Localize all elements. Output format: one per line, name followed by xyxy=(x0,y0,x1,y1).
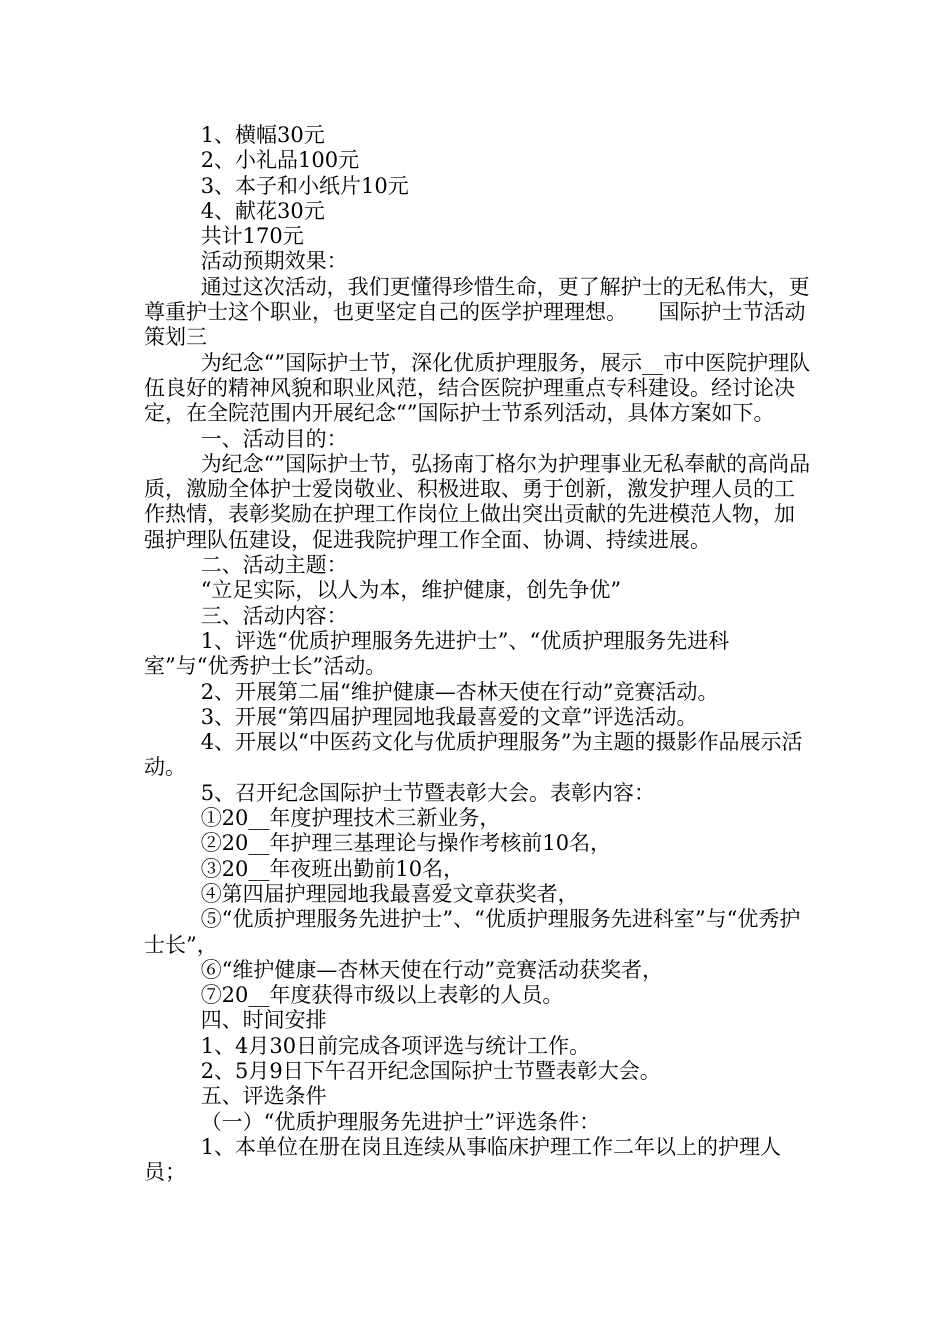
paragraph: 4、献花30元 xyxy=(200,198,325,223)
paragraph: 1、横幅30元 xyxy=(200,123,325,147)
paragraph: “立足实际，以人为本，维护健康，创先争优” xyxy=(200,578,622,603)
paragraph: 3、开展“第四届护理园地我最喜爱的文章”评选活动。 xyxy=(200,704,698,729)
paragraph: ②20__年护理三基理论与操作考核前10名， xyxy=(200,831,612,856)
paragraph: 共计170元 xyxy=(200,224,304,249)
paragraph: ③20__年夜班出勤前10名， xyxy=(200,856,465,881)
paragraph: 三、活动内容： xyxy=(200,603,348,628)
paragraph: 为纪念“”国际护士节，深化优质护理服务，展示__市中医院护理队伍良好的精神风貌和职业风范，结合医院护理重点专科建设。经讨论决定，在全院范围内开展纪念“”国际护士节系列活动，具体方案如下。 xyxy=(144,350,811,426)
paragraph: ⑦20__年度获得市级以上表彰的人员。 xyxy=(200,983,564,1008)
paragraph: 1、评选“优质护理服务先进护士”、“优质护理服务先进科室”与“优秀护士长”活动。 xyxy=(144,628,730,679)
paragraph: 3、本子和小纸片10元 xyxy=(200,173,409,198)
paragraph: ⑥“维护健康—杏林天使在行动”竞赛活动获奖者， xyxy=(200,957,664,982)
paragraph: ①20__年度护理技术三新业务， xyxy=(200,806,501,831)
paragraph: 为纪念“”国际护士节，弘扬南丁格尔为护理事业无私奉献的高尚品质，激励全体护士爱岗敬业、积极进取、勇于创新，激发护理人员的工作热情，表彰奖励在护理工作岗位上做出突出贡献的先进模范人物，加强护理队伍建设，促进我院护理工作全面、协调、持续进展。 xyxy=(144,451,811,552)
paragraph: 1、4月30日前完成各项评选与统计工作。 xyxy=(200,1033,591,1058)
paragraph: 五、评选条件 xyxy=(200,1084,327,1109)
paragraph: ④第四届护理园地我最喜爱文章获奖者， xyxy=(200,881,579,906)
paragraph: 通过这次活动，我们更懂得珍惜生命，更了解护士的无私伟大，更尊重护士这个职业，也更坚定自己的医学护理理想。 国际护士节活动策划三 xyxy=(144,274,810,350)
paragraph: 一、活动目的： xyxy=(200,426,348,451)
document-body xyxy=(144,123,812,1185)
paragraph: 1、本单位在册在岗且连续从事临床护理工作二年以上的护理人员； xyxy=(144,1134,782,1185)
paragraph: 4、开展以“中医药文化与优质护理服务”为主题的摄影作品展示活动。 xyxy=(144,730,803,780)
paragraph: 2、5月9日下午召开纪念国际护士节暨表彰大会。 xyxy=(200,1058,661,1083)
paragraph: 二、活动主题： xyxy=(200,553,348,578)
paragraph: （一）“优质护理服务先进护士”评选条件： xyxy=(200,1109,601,1134)
paragraph: 5、召开纪念国际护士节暨表彰大会。表彰内容： xyxy=(200,780,656,805)
paragraph: 2、小礼品100元 xyxy=(200,148,360,173)
paragraph: 活动预期效果： xyxy=(200,249,348,274)
paragraph: 四、时间安排 xyxy=(200,1008,327,1033)
paragraph: 2、开展第二届“维护健康—杏林天使在行动”竞赛活动。 xyxy=(200,679,719,704)
paragraph: ⑤“优质护理服务先进护士”、“优质护理服务先进科室”与“优秀护士长”， xyxy=(144,907,801,957)
